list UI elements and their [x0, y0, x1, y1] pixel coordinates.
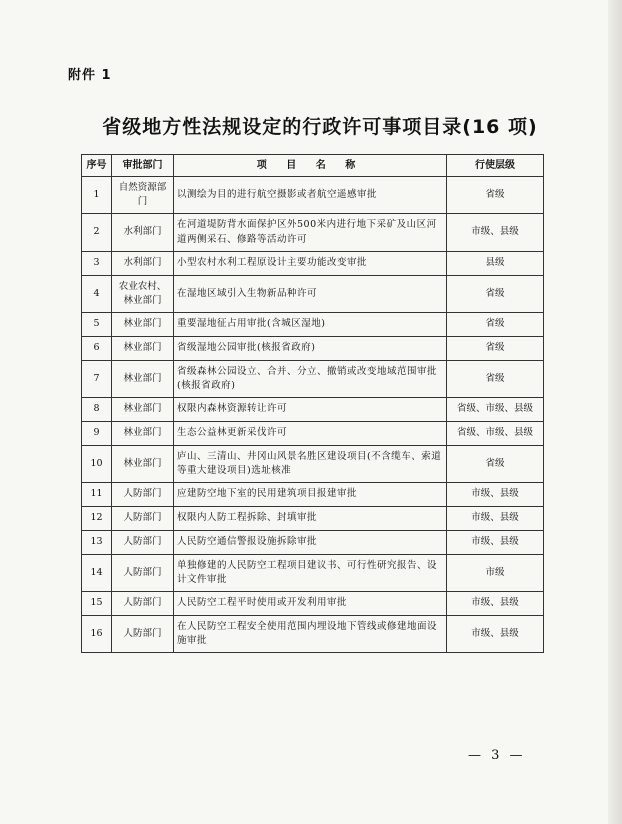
- row-item-name: 人民防空通信警报设施拆除审批: [174, 531, 447, 555]
- row-number: 9: [82, 422, 112, 446]
- row-number: 10: [82, 446, 112, 483]
- row-level: 省级: [447, 313, 544, 337]
- row-item-name: 权限内人防工程拆除、封填审批: [174, 507, 447, 531]
- row-number: 15: [82, 592, 112, 616]
- row-department: 水利部门: [112, 214, 174, 252]
- row-item-name: 重要湿地征占用审批(含城区湿地): [174, 313, 447, 337]
- row-item-name: 以测绘为目的进行航空摄影或者航空遥感审批: [174, 177, 447, 214]
- row-department: 人防部门: [112, 507, 174, 531]
- table-row: [82, 616, 544, 653]
- row-level: 市级、县级: [447, 531, 544, 555]
- row-department: 人防部门: [112, 531, 174, 555]
- row-department: 人防部门: [112, 483, 174, 507]
- row-level: 市级、县级: [447, 507, 544, 531]
- row-number: 14: [82, 555, 112, 592]
- table-row: [82, 214, 544, 252]
- table-row: [82, 337, 544, 361]
- row-item-name: 省级湿地公园审批(核报省政府): [174, 337, 447, 361]
- row-number: 6: [82, 337, 112, 361]
- row-level: 市级、县级: [447, 214, 544, 252]
- row-level: 省级、市级、县级: [447, 422, 544, 446]
- row-level: 省级: [447, 177, 544, 214]
- row-number: 16: [82, 616, 112, 653]
- row-level: 省级: [447, 337, 544, 361]
- row-level: 市级: [447, 555, 544, 592]
- row-item-name: 小型农村水利工程原设计主要功能改变审批: [174, 252, 447, 276]
- row-level: 省级: [447, 446, 544, 483]
- row-number: 4: [82, 276, 112, 313]
- row-level: 省级、市级、县级: [447, 398, 544, 422]
- table-row: [82, 483, 544, 507]
- row-number: 8: [82, 398, 112, 422]
- table-row: [82, 422, 544, 446]
- row-department: 自然资源部门: [112, 177, 174, 214]
- row-number: 2: [82, 214, 112, 252]
- attachment-label: 附件 1: [68, 68, 112, 83]
- table-row: [82, 361, 544, 398]
- row-item-name: 生态公益林更新采伐许可: [174, 422, 447, 446]
- row-number: 13: [82, 531, 112, 555]
- row-department: 农业农村、林业部门: [112, 276, 174, 313]
- row-level: 省级: [447, 276, 544, 313]
- row-number: 3: [82, 252, 112, 276]
- document-title: 省级地方性法规设定的行政许可事项目录(16 项): [102, 116, 538, 138]
- table-row: [82, 555, 544, 592]
- table-row: [82, 592, 544, 616]
- row-department: 人防部门: [112, 616, 174, 653]
- row-item-name: 在河道堤防背水面保护区外500米内进行地下采矿及山区河道两侧采石、修路等活动许可: [174, 214, 447, 252]
- row-department: 林业部门: [112, 313, 174, 337]
- row-level: 县级: [447, 252, 544, 276]
- page-edge: [608, 0, 622, 824]
- row-department: 林业部门: [112, 446, 174, 483]
- row-item-name: 在人民防空工程安全使用范围内埋设地下管线或修建地面设施审批: [174, 616, 447, 653]
- row-level: 市级、县级: [447, 592, 544, 616]
- row-department: 人防部门: [112, 592, 174, 616]
- row-department: 人防部门: [112, 555, 174, 592]
- row-item-name: 应建防空地下室的民用建筑项目报建审批: [174, 483, 447, 507]
- table-row: [82, 177, 544, 214]
- page-number: — 3 —: [468, 748, 526, 763]
- row-number: 5: [82, 313, 112, 337]
- row-number: 1: [82, 177, 112, 214]
- row-number: 11: [82, 483, 112, 507]
- column-header-dept: 审批部门: [112, 155, 174, 177]
- row-department: 林业部门: [112, 398, 174, 422]
- table-row: [82, 252, 544, 276]
- row-item-name: 省级森林公园设立、合并、分立、撤销或改变地域范围审批(核报省政府): [174, 361, 447, 398]
- row-department: 林业部门: [112, 361, 174, 398]
- table-row: [82, 531, 544, 555]
- column-header-level: 行使层级: [447, 155, 544, 177]
- column-header-item: 项 目 名 称: [174, 155, 447, 177]
- row-item-name: 庐山、三清山、井冈山风景名胜区建设项目(不含缆车、索道等重大建设项目)选址核准: [174, 446, 447, 483]
- row-item-name: 人民防空工程平时使用或开发利用审批: [174, 592, 447, 616]
- row-department: 林业部门: [112, 422, 174, 446]
- row-item-name: 权限内森林资源转让许可: [174, 398, 447, 422]
- table-header-row: [82, 155, 544, 177]
- table-row: [82, 446, 544, 483]
- table-row: [82, 398, 544, 422]
- row-level: 省级: [447, 361, 544, 398]
- row-number: 7: [82, 361, 112, 398]
- licensing-catalog-table: [81, 154, 544, 653]
- row-department: 林业部门: [112, 337, 174, 361]
- table-row: [82, 276, 544, 313]
- row-item-name: 单独修建的人民防空工程项目建议书、可行性研究报告、设计文件审批: [174, 555, 447, 592]
- row-department: 水利部门: [112, 252, 174, 276]
- row-item-name: 在湿地区域引入生物新品种许可: [174, 276, 447, 313]
- table-row: [82, 313, 544, 337]
- row-number: 12: [82, 507, 112, 531]
- row-level: 市级、县级: [447, 616, 544, 653]
- column-header-no: 序号: [82, 155, 112, 177]
- row-level: 市级、县级: [447, 483, 544, 507]
- table-row: [82, 507, 544, 531]
